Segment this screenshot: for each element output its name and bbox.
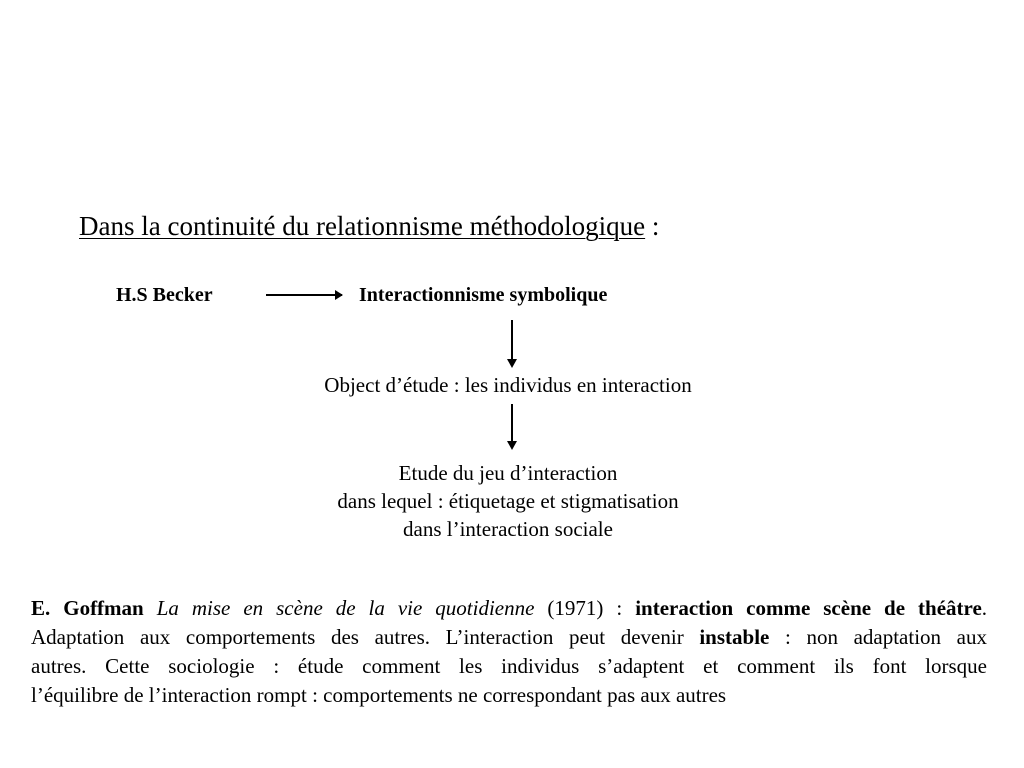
paragraph-text: : non adaptation aux [769,625,988,649]
goffman-author: E. Goffman [31,596,144,620]
object-node: Object d’étude : les individus en interaction [324,373,692,397]
heading-suffix: : [645,211,660,241]
becker-node: H.S Becker [116,284,213,306]
book-year: (1971) : [534,596,636,620]
theatre-concept: interaction comme scène de théâtre [635,596,982,620]
down-arrow-icon [511,320,513,366]
instable-term: instable [699,625,770,649]
etude-line: dans lequel : étiquetage et stigmatisation [337,489,679,513]
paragraph-text: Adaptation aux comportements des autres. L’interaction peut devenir [31,625,700,649]
etude-line: dans l’interaction sociale [403,517,613,541]
slide-heading [79,211,659,242]
etude-node [0,459,1016,543]
right-arrow-icon [266,294,342,296]
sentence-period: . [981,596,988,620]
etude-line: Etude du jeu d’interaction [398,461,618,485]
heading-underlined-text: Dans la continuité du relationnisme méthodologique [79,211,646,241]
paragraph-line [31,623,987,652]
goffman-paragraph [31,594,987,710]
paragraph-line [31,594,987,623]
book-title: La mise en scène de la vie quotidienne [156,596,535,620]
paragraph-line: autres. Cette sociologie : étude comment les individus s’adaptent et comment ils font lorsque [31,654,987,678]
interactionnisme-node: Interactionnisme symbolique [359,284,608,306]
down-arrow-icon [511,404,513,448]
paragraph-line: l’équilibre de l’interaction rompt : comportements ne correspondant pas aux autres [31,683,727,707]
